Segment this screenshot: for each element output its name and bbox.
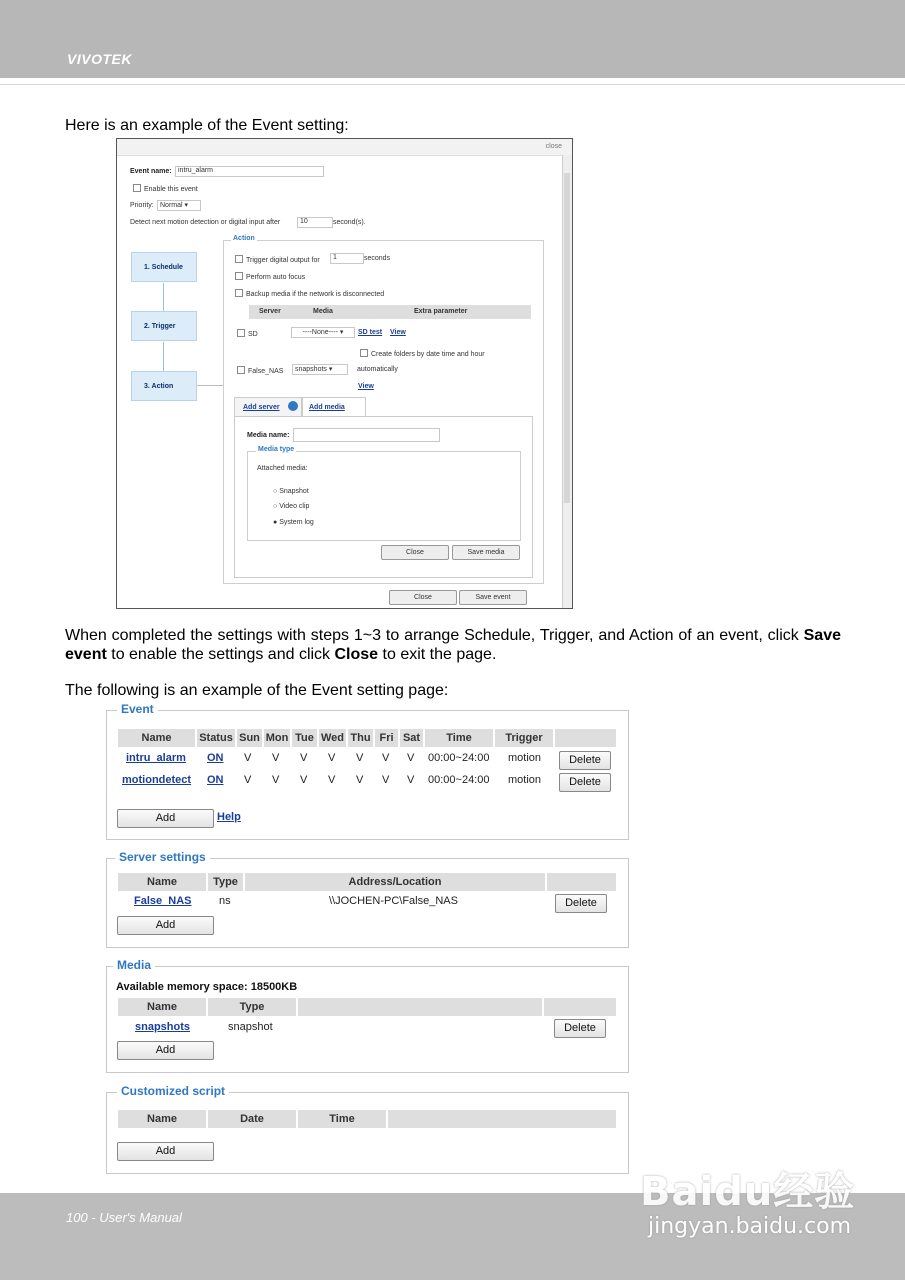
- event-row-day: V: [300, 752, 308, 764]
- page-header: [0, 0, 905, 78]
- step-action[interactable]: 3. Action: [131, 371, 197, 401]
- media-header-name: Name: [118, 998, 206, 1016]
- event-header-tue: Tue: [292, 729, 317, 747]
- event-row-name-link[interactable]: motiondetect: [122, 774, 192, 786]
- event-row-name-link[interactable]: intru_alarm: [126, 752, 186, 764]
- event-delete-button[interactable]: Delete: [559, 773, 611, 792]
- event-header-time: Time: [425, 729, 493, 747]
- media-name-label: Media name:: [247, 432, 290, 439]
- event-panel: [106, 702, 629, 840]
- completion-text: When completed the settings with steps 1~3 to arrange Schedule, Trigger, and Action of an event, click Save event to enable the settings and click Close to exit the page.: [65, 627, 841, 663]
- event-legend: Event: [117, 702, 158, 716]
- sd-test-link[interactable]: SD test: [358, 329, 383, 336]
- media-add-button[interactable]: Add: [117, 1041, 214, 1060]
- server-row-name-link[interactable]: False_NAS: [134, 895, 192, 907]
- event-row-day: V: [356, 752, 364, 764]
- script-panel: [106, 1084, 629, 1174]
- event-row-day: V: [382, 774, 390, 786]
- event-row-day: V: [300, 774, 308, 786]
- event-header-mon: Mon: [264, 729, 290, 747]
- event-row-day: V: [407, 774, 415, 786]
- scrollbar-thumb[interactable]: [564, 173, 570, 503]
- media-header-extra: [298, 998, 542, 1016]
- event-row-day: V: [382, 752, 390, 764]
- sd-view-link[interactable]: View: [390, 329, 406, 336]
- outer-close-button[interactable]: Close: [389, 590, 457, 605]
- attached-media-label: Attached media:: [257, 465, 308, 472]
- priority-label: Priority:: [130, 202, 154, 209]
- event-row-trigger: motion: [508, 774, 542, 786]
- action-table-header: [249, 305, 531, 319]
- dialog-scrollbar[interactable]: [562, 155, 572, 608]
- trigger-output-checkbox[interactable]: Trigger digital output for: [235, 255, 320, 264]
- action-header-extra: Extra parameter: [414, 308, 468, 315]
- media-option-snapshot[interactable]: ○ Snapshot: [273, 488, 309, 495]
- nas-view-link[interactable]: View: [358, 383, 374, 390]
- save-media-button[interactable]: Save media: [452, 545, 520, 560]
- media-row-type: snapshot: [228, 1021, 273, 1033]
- create-folders-checkbox[interactable]: Create folders by date time and hour: [360, 349, 485, 358]
- event-row-day: V: [272, 774, 280, 786]
- dialog-topbar: [117, 139, 572, 156]
- server-header-type: Type: [208, 873, 243, 891]
- save-event-button[interactable]: Save event: [459, 590, 527, 605]
- backup-checkbox[interactable]: Backup media if the network is disconnected: [235, 289, 384, 298]
- server-header-action: [547, 873, 616, 891]
- script-header-time: Time: [298, 1110, 386, 1128]
- following-text: The following is an example of the Event setting page:: [65, 682, 449, 699]
- event-row-time: 00:00~24:00: [428, 774, 490, 786]
- detect-seconds-input[interactable]: 10: [297, 217, 333, 228]
- event-row-day: V: [244, 774, 252, 786]
- seconds-label: second(s).: [333, 219, 366, 226]
- step-schedule[interactable]: 1. Schedule: [131, 252, 197, 282]
- action-legend: Action: [233, 235, 255, 242]
- script-header-extra: [388, 1110, 616, 1128]
- server-legend: Server settings: [115, 850, 210, 864]
- intro-text: Here is an example of the Event setting:: [65, 117, 349, 134]
- event-row-day: V: [244, 752, 252, 764]
- nas-checkbox[interactable]: False_NAS: [237, 366, 283, 375]
- server-delete-button[interactable]: Delete: [555, 894, 607, 913]
- media-header-type: Type: [208, 998, 296, 1016]
- server-header-address: Address/Location: [245, 873, 545, 891]
- available-memory: Available memory space: 18500KB: [116, 981, 298, 993]
- event-row-time: 00:00~24:00: [428, 752, 490, 764]
- trigger-output-input[interactable]: 1: [330, 253, 364, 264]
- enable-event-checkbox[interactable]: Enable this event: [133, 184, 198, 193]
- event-help-link[interactable]: Help: [217, 811, 241, 823]
- event-setting-screenshot: [116, 138, 573, 609]
- event-header-action: [555, 729, 616, 747]
- script-header-name: Name: [118, 1110, 206, 1128]
- sd-media-select[interactable]: ----None---- ▾: [291, 327, 355, 338]
- media-type-legend: Media type: [258, 446, 295, 453]
- event-row-status-link[interactable]: ON: [207, 752, 224, 764]
- tab-add-media[interactable]: Add media: [302, 397, 366, 417]
- action-header-media: Media: [313, 308, 333, 315]
- inner-close-button[interactable]: Close: [381, 545, 449, 560]
- event-row-day: V: [328, 774, 336, 786]
- media-row-name-link[interactable]: snapshots: [135, 1021, 191, 1033]
- media-option-video[interactable]: ○ Video clip: [273, 503, 310, 510]
- event-delete-button[interactable]: Delete: [559, 751, 611, 770]
- add-server-icon: [288, 401, 298, 411]
- event-name-label: Event name:: [130, 168, 172, 175]
- tab-add-server[interactable]: Add server: [234, 397, 302, 416]
- step-trigger[interactable]: 2. Trigger: [131, 311, 197, 341]
- flow-bracket: [197, 385, 223, 386]
- media-delete-button[interactable]: Delete: [554, 1019, 606, 1038]
- media-name-input[interactable]: [293, 428, 440, 442]
- header-divider: [0, 84, 905, 85]
- event-header-wed: Wed: [319, 729, 346, 747]
- flow-connector: [163, 342, 164, 371]
- event-row-trigger: motion: [508, 752, 542, 764]
- event-header-name: Name: [118, 729, 195, 747]
- event-header-thu: Thu: [348, 729, 373, 747]
- nas-media-select[interactable]: snapshots ▾: [292, 364, 348, 375]
- auto-focus-checkbox[interactable]: Perform auto focus: [235, 272, 305, 281]
- script-header-date: Date: [208, 1110, 296, 1128]
- server-header-name: Name: [118, 873, 206, 891]
- flow-connector: [163, 283, 164, 311]
- watermark-url: jingyan.baidu.com: [648, 1214, 852, 1239]
- media-legend: Media: [113, 958, 155, 972]
- brand-logo: VIVOTEK: [67, 51, 132, 67]
- server-add-button[interactable]: Add: [117, 916, 214, 935]
- detect-label: Detect next motion detection or digital input after: [130, 219, 281, 226]
- server-panel: [106, 850, 629, 948]
- page-number: 100 - User's Manual: [66, 1210, 182, 1225]
- watermark-logo: Baidu经验: [640, 1169, 856, 1215]
- event-name-input[interactable]: intru_alarm: [175, 166, 324, 177]
- server-row-type: ns: [219, 895, 231, 907]
- nas-extra: automatically: [357, 366, 398, 373]
- script-add-button[interactable]: Add: [117, 1142, 214, 1161]
- event-row-status-link[interactable]: ON: [207, 774, 224, 786]
- event-header-sun: Sun: [237, 729, 262, 747]
- trigger-output-unit: seconds: [364, 255, 391, 262]
- event-add-button[interactable]: Add: [117, 809, 214, 828]
- media-panel: [106, 958, 629, 1073]
- event-row-day: V: [407, 752, 415, 764]
- event-header-fri: Fri: [375, 729, 398, 747]
- event-row-day: V: [356, 774, 364, 786]
- event-header-status: Status: [197, 729, 235, 747]
- event-row-day: V: [272, 752, 280, 764]
- dialog-close-link[interactable]: close: [545, 143, 562, 150]
- sd-checkbox[interactable]: SD: [237, 329, 258, 338]
- event-header-trigger: Trigger: [495, 729, 553, 747]
- media-option-systemlog[interactable]: ● System log: [273, 519, 314, 526]
- server-row-address: \\JOCHEN-PC\False_NAS: [329, 895, 458, 907]
- event-header-sat: Sat: [400, 729, 423, 747]
- media-header-action: [544, 998, 616, 1016]
- priority-select[interactable]: Normal ▾: [157, 200, 201, 211]
- action-header-server: Server: [259, 308, 281, 315]
- event-row-day: V: [328, 752, 336, 764]
- script-legend: Customized script: [117, 1084, 229, 1098]
